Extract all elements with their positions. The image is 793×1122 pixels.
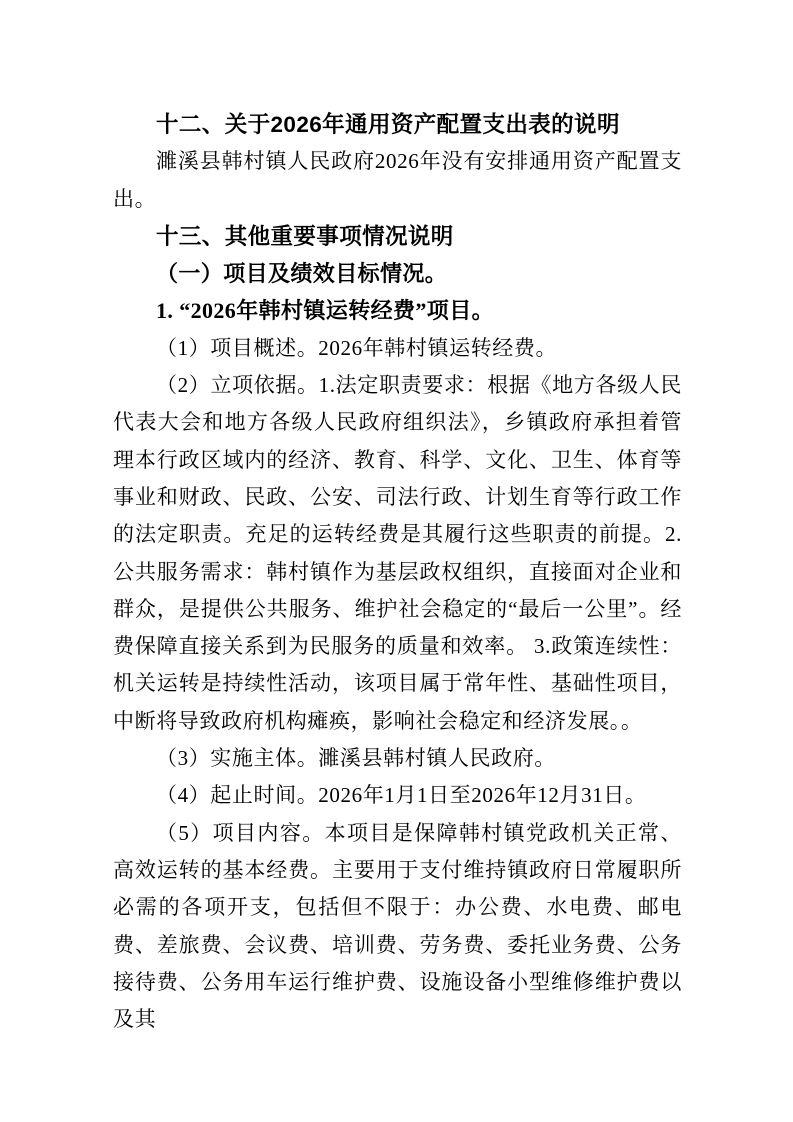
paragraph-no-asset-config: 濉溪县韩村镇人民政府2026年没有安排通用资产配置支出。 <box>113 149 682 211</box>
paragraph-project-overview: （1）项目概述。2026年韩村镇运转经费。 <box>156 335 558 360</box>
paragraph-implementing-entity: （3）实施主体。濉溪县韩村镇人民政府。 <box>156 746 556 771</box>
paragraph-start-end-time: （4）起止时间。2026年1月1日至2026年12月31日。 <box>156 783 647 808</box>
section-heading-12-asset-config: 十二、关于2026年通用资产配置支出表的说明 <box>156 112 620 137</box>
subsection-heading-project-performance: （一）项目及绩效目标情况。 <box>156 261 448 287</box>
paragraph-project-basis: （2）立项依据。1.法定职责要求：根据《地方各级人民代表大会和地方各级人民政府组织法》，乡镇政府承担着管理本行政区域内的经济、教育、科学、文化、卫生、体育等事业和财政、民政、公安、司法行政、计划生育等行政工作的法定职责。充足的运转经费是其履行这些职责的前提。2.公共服务需求：韩村镇作为基层政权组织，直接面对企业和群众，是提供公共服务、维护社会稳定的“最后一公里”。经费保障直接关系到为民服务的质量和效率。 3.政策连续性：机关运转是持续性活动，该项目属于常年性、基础性项目，中断将导致政府机构瘫痪，影响社会稳定和经济发展。。 <box>113 373 682 733</box>
project-heading-operating-funds: 1. “2026年韩村镇运转经费”项目。 <box>156 298 495 324</box>
paragraph-project-content: （5）项目内容。本项目是保障韩村镇党政机关正常、高效运转的基本经费。主要用于支付维持镇政府日常履职所必需的各项开支，包括但不限于：办公费、水电费、邮电费、差旅费、会议费、培训费、劳务费、委托业务费、公务接待费、公务用车运行维护费、设施设备小型维修维护费以及其 <box>113 820 682 1032</box>
section-heading-13-other-matters: 十三、其他重要事项情况说明 <box>156 223 454 249</box>
